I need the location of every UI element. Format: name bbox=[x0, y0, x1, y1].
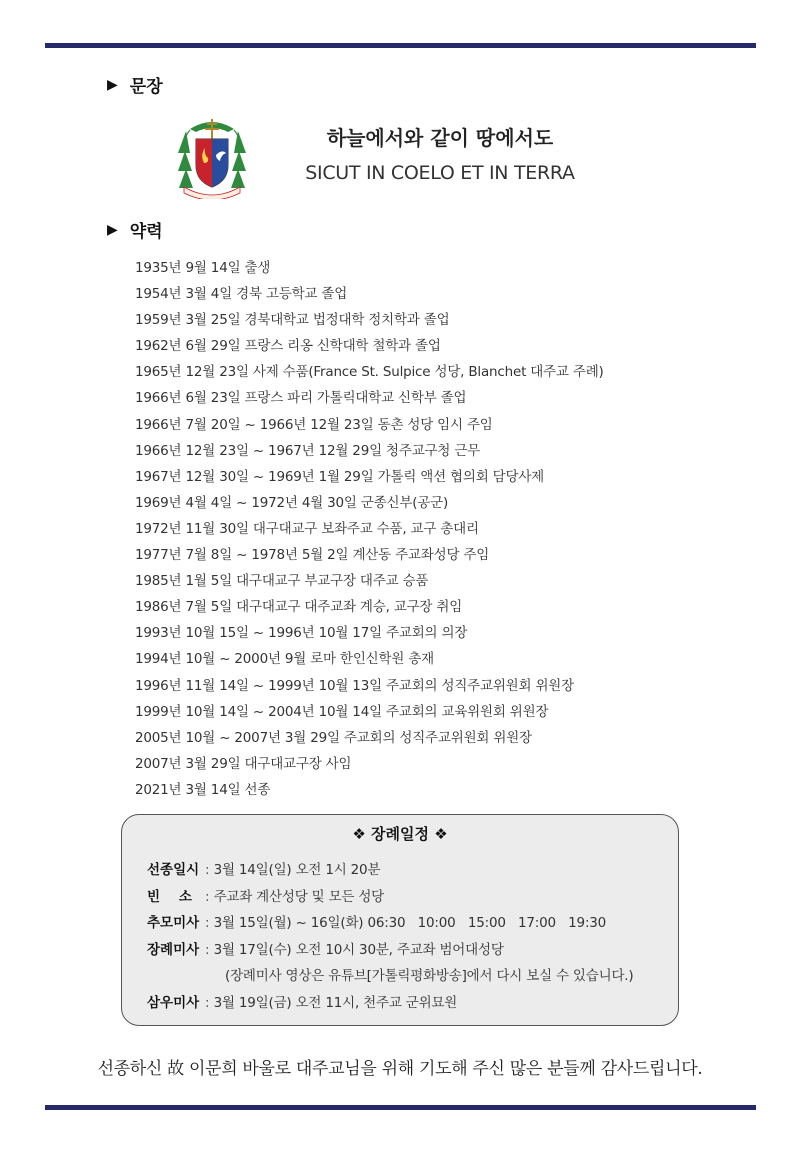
top-rule bbox=[45, 43, 756, 48]
biography-label: 약력 bbox=[129, 222, 163, 242]
archiepiscopal-cross bbox=[205, 119, 219, 139]
schedule-video-note bbox=[147, 963, 633, 990]
schedule-row-funeral-mass bbox=[147, 937, 633, 964]
schedule-row-third-day-mass bbox=[147, 990, 633, 1017]
schedule-label: 빈 소 bbox=[147, 888, 192, 905]
biography-list bbox=[135, 255, 604, 803]
schedule-value: 주교좌 계산성당 및 모든 성당 bbox=[213, 888, 385, 905]
bottom-rule bbox=[45, 1105, 756, 1110]
shield-blue-field bbox=[212, 139, 228, 187]
biography-item: 1977년 7월 8일 ~ 1978년 5월 2일 계산동 주교좌성당 주임 bbox=[135, 547, 490, 564]
biography-item: 1972년 11월 30일 대구대교구 보좌주교 수품, 교구 총대리 bbox=[135, 520, 479, 537]
biography-item: 1966년 7월 20일 ~ 1966년 12월 23일 동촌 성당 임시 주임 bbox=[135, 416, 493, 433]
funeral-schedule-list bbox=[147, 857, 633, 1016]
schedule-label: 삼우미사 bbox=[147, 994, 200, 1011]
schedule-separator: : bbox=[205, 994, 210, 1011]
crest-ribbon bbox=[184, 187, 240, 199]
coat-of-arms-heading bbox=[107, 72, 163, 97]
coat-of-arms-label: 문장 bbox=[129, 77, 163, 97]
biography-item: 1935년 9월 14일 출생 bbox=[135, 260, 271, 276]
schedule-label: 추모미사 bbox=[147, 915, 200, 931]
biography-item: 1969년 4월 4일 ~ 1972년 4월 30일 군종신부(공군) bbox=[135, 494, 449, 511]
schedule-row-mortuary bbox=[147, 884, 633, 911]
schedule-value: 3월 17일(수) 오전 10시 30분, 주교좌 범어대성당 bbox=[213, 941, 504, 958]
triangle-bullet-icon: ▶ bbox=[107, 221, 118, 238]
funeral-schedule-box bbox=[121, 814, 679, 1026]
biography-item: 2021년 3월 14일 선종 bbox=[135, 781, 271, 798]
biography-item: 2007년 3월 29일 대구대교구장 사임 bbox=[135, 755, 352, 772]
schedule-value: 3월 15일(월) ~ 16일(화) 06:30 10:00 15:00 17:00 19:30 bbox=[213, 915, 607, 931]
biography-item: 1959년 3월 25일 경북대학교 법정대학 정치학과 졸업 bbox=[135, 312, 450, 329]
schedule-label: 선종일시 bbox=[147, 862, 200, 878]
funeral-schedule-title: ❖ 장례일정 ❖ bbox=[352, 825, 448, 843]
biography-item: 1965년 12월 23일 사제 수품(France St. Sulpice 성당, Blanchet 대주교 주례) bbox=[135, 364, 604, 381]
biography-item: 1967년 12월 30일 ~ 1969년 1월 29일 가톨릭 액션 협의회 담당사제 bbox=[135, 468, 544, 485]
schedule-separator: : bbox=[205, 888, 210, 905]
motto-latin: SICUT IN COELO ET IN TERRA bbox=[305, 162, 575, 184]
video-note-text: (장례미사 영상은 유튜브[가톨릭평화방송]에서 다시 보실 수 있습니다.) bbox=[225, 968, 634, 984]
biography-item: 1996년 11월 14일 ~ 1999년 10월 13일 주교회의 성직주교위원회 위원장 bbox=[135, 677, 574, 694]
biography-heading bbox=[107, 217, 163, 242]
triangle-bullet-icon: ▶ bbox=[107, 76, 118, 93]
biography-item: 1966년 6월 23일 프랑스 파리 가톨릭대학교 신학부 졸업 bbox=[135, 390, 467, 407]
biography-item: 1999년 10월 14일 ~ 2004년 10월 14일 주교회의 교육위원회 위원장 bbox=[135, 703, 549, 720]
biography-item: 1962년 6월 29일 프랑스 리옹 신학대학 철학과 졸업 bbox=[135, 338, 441, 355]
biography-item: 1954년 3월 4일 경북 고등학교 졸업 bbox=[135, 286, 348, 303]
schedule-separator: : bbox=[205, 862, 210, 878]
schedule-value: 3월 14일(일) 오전 1시 20분 bbox=[213, 862, 381, 878]
schedule-label: 장례미사 bbox=[147, 941, 200, 958]
schedule-separator: : bbox=[205, 915, 210, 931]
biography-item: 1994년 10월 ~ 2000년 9월 로마 한인신학원 총재 bbox=[135, 651, 434, 668]
schedule-row-death bbox=[147, 857, 633, 884]
schedule-row-memorial-mass bbox=[147, 910, 633, 937]
episcopal-coat-of-arms bbox=[176, 113, 248, 199]
biography-item: 1993년 10월 15일 ~ 1996년 10월 17일 주교회의 의장 bbox=[135, 625, 468, 642]
motto-korean: 하늘에서와 같이 땅에서도 bbox=[326, 126, 554, 150]
biography-item: 1985년 1월 5일 대구대교구 부교구장 대주교 승품 bbox=[135, 573, 429, 590]
schedule-separator: : bbox=[205, 941, 210, 958]
biography-item: 2005년 10월 ~ 2007년 3월 29일 주교회의 성직주교위원회 위원장 bbox=[135, 729, 532, 746]
schedule-value: 3월 19일(금) 오전 11시, 천주교 군위묘원 bbox=[213, 994, 458, 1011]
biography-item: 1986년 7월 5일 대구대교구 대주교좌 계승, 교구장 취임 bbox=[135, 599, 463, 616]
thanks-message: 선종하신 故 이문희 바울로 대주교님을 위해 기도해 주신 많은 분들께 감사드립니다. bbox=[97, 1059, 703, 1079]
biography-item: 1966년 12월 23일 ~ 1967년 12월 29일 청주교구청 근무 bbox=[135, 442, 481, 459]
